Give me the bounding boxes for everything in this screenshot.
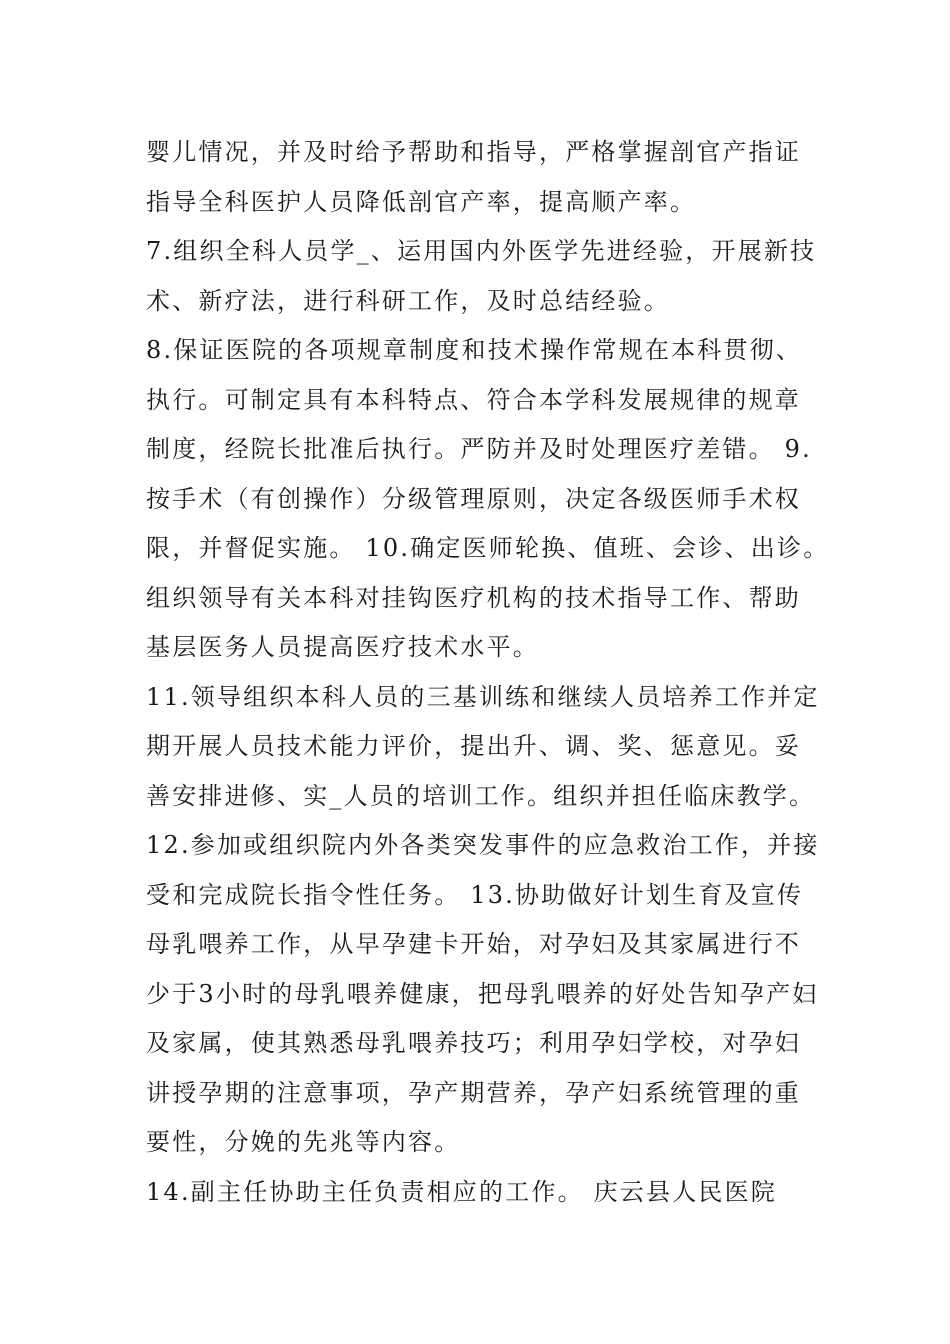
text-line: 限，并督促实施。 10.确定医师轮换、值班、会诊、出诊。 [146, 534, 830, 562]
text-line: 基层医务人员提高医疗技术水平。 [146, 633, 539, 661]
text-line: 要性，分娩的先兆等内容。 [146, 1128, 461, 1156]
text-line: 组织领导有关本科对挂钩医疗机构的技术指导工作、帮助 [146, 583, 801, 612]
text-line: 及家属，使其熟悉母乳喂养技巧；利用孕妇学校，对孕妇 [146, 1029, 801, 1057]
text-line: 母乳喂养工作，从早孕建卡开始，对孕妇及其家属进行不 [146, 930, 801, 958]
text-line: 善安排进修、实_人员的培训工作。组织并担任临床教学。 [146, 781, 816, 810]
text-line: 执行。可制定具有本科特点、符合本学科发展规律的规章 [146, 385, 801, 414]
text-line: 婴儿情况，并及时给予帮助和指导，严格掌握剖官产指证 [146, 138, 801, 166]
text-line: 7.组织全科人员学_、运用国内外医学先进经验，开展新技 [146, 237, 817, 265]
text-line: 讲授孕期的注意事项，孕产期营养，孕产妇系统管理的重 [146, 1078, 801, 1107]
text-line: 按手术（有创操作）分级管理原则，决定各级医师手术权 [146, 484, 801, 513]
text-line: 术、新疗法，进行科研工作，及时总结经验。 [146, 286, 670, 315]
text-line: 14.副主任协助主任负责相应的工作。 庆云县人民医院 [146, 1177, 777, 1206]
text-line: 11.领导组织本科人员的三基训练和继续人员培养工作并定 [146, 682, 820, 711]
text-line: 受和完成院长指令性任务。 13.协助做好计划生育及宣传 [146, 880, 804, 909]
text-line: 期开展人员技术能力评价，提出升、调、奖、惩意见。妥 [146, 732, 801, 760]
text-line: 少于3小时的母乳喂养健康，把母乳喂养的好处告知孕产妇 [146, 979, 819, 1008]
text-line: 12.参加或组织院内外各类突发事件的应急救治工作，并接 [146, 831, 820, 859]
text-line: 指导全科医护人员降低剖官产率，提高顺产率。 [146, 187, 697, 216]
document-body [146, 128, 830, 1217]
text-line: 8.保证医院的各项规章制度和技术操作常规在本科贯彻、 [146, 336, 803, 364]
text-line: 制度，经院长批准后执行。严防并及时处理医疗差错。 9. [146, 435, 812, 463]
